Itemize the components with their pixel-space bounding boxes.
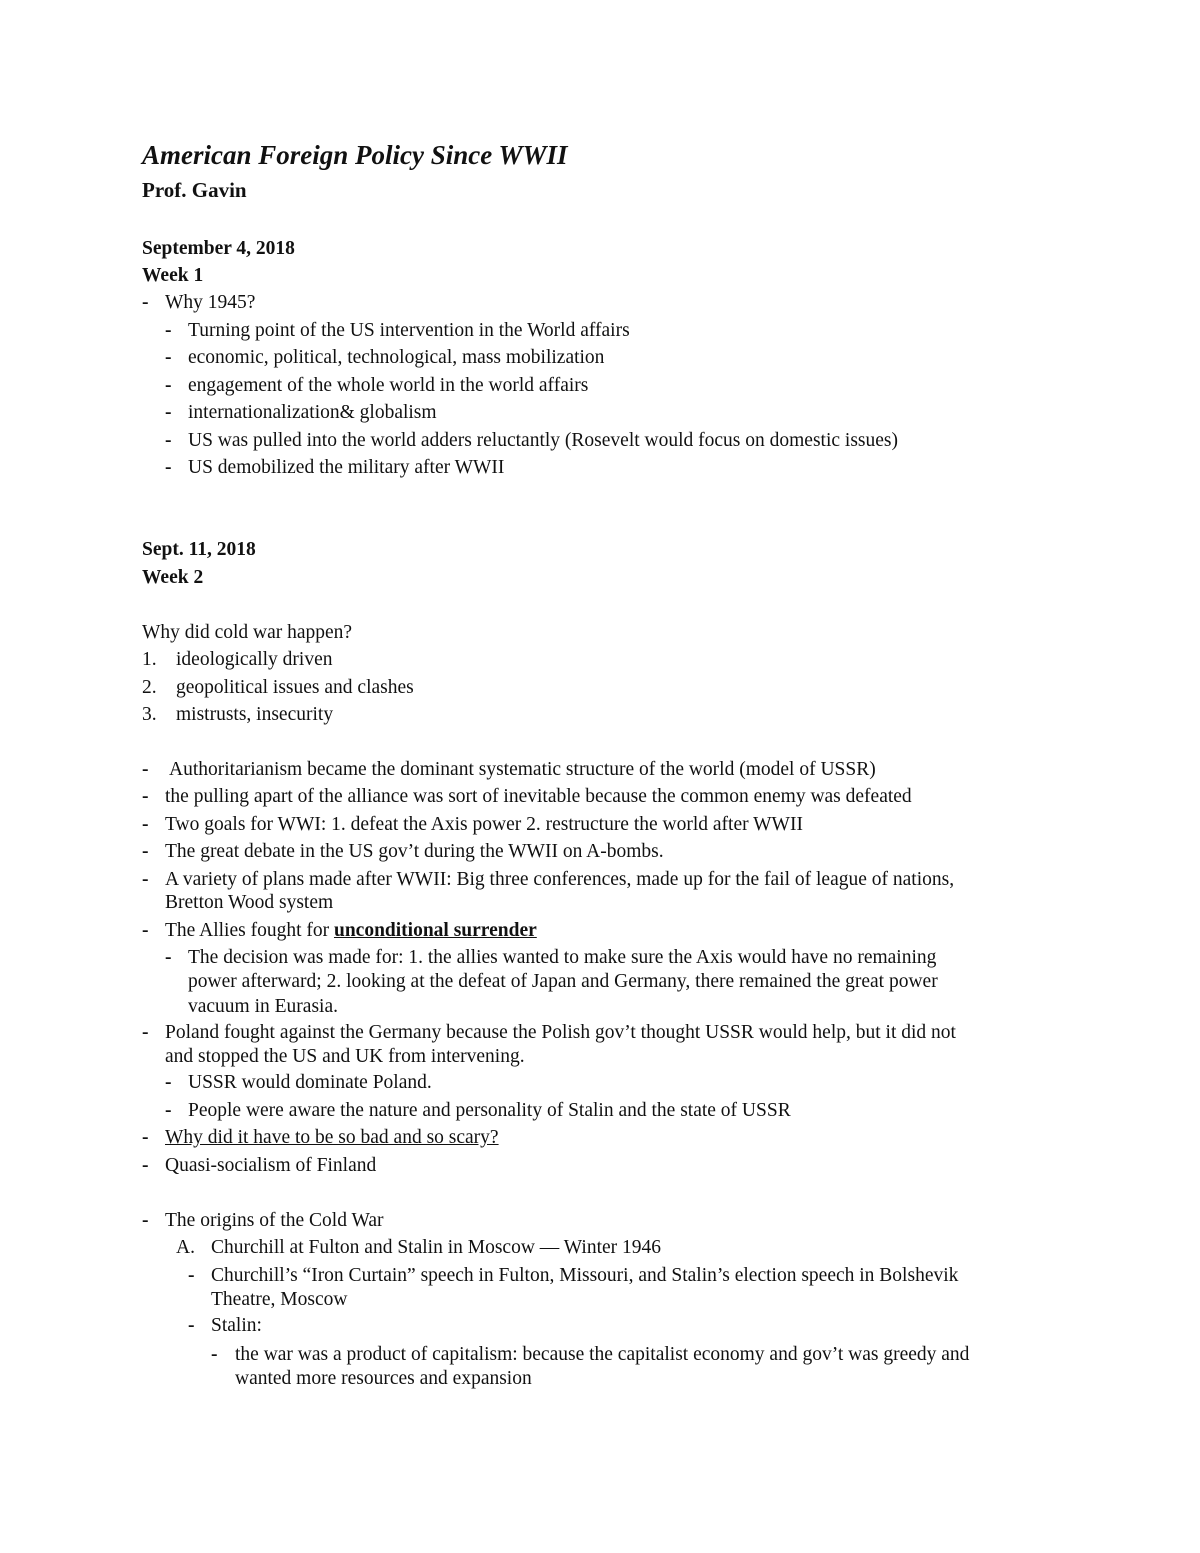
origins-subsubbullet-continued: wanted more resources and expansion bbox=[235, 1368, 532, 1389]
week1-question: Why 1945? bbox=[165, 292, 256, 313]
document-title: American Foreign Policy Since WWII bbox=[142, 140, 568, 170]
bullet-dash: - bbox=[211, 1344, 218, 1365]
bullet-dash: - bbox=[165, 457, 172, 478]
week2-bullet: Two goals for WWI: 1. defeat the Axis power 2. restructure the world after WWII bbox=[165, 814, 803, 835]
origins-subbullet: Stalin: bbox=[211, 1315, 262, 1336]
bullet-dash: - bbox=[188, 1315, 195, 1336]
bullet-dash: - bbox=[142, 1155, 149, 1176]
bullet-dash: - bbox=[165, 375, 172, 396]
reason-number: 2. bbox=[142, 677, 157, 698]
week1-point: US was pulled into the world adders reluctantly (Rosevelt would focus on domestic issues) bbox=[188, 430, 898, 451]
week2-bullet-underlined: Why did it have to be so bad and so scary? bbox=[165, 1127, 499, 1148]
week2-subbullet-continued: vacuum in Eurasia. bbox=[188, 996, 338, 1017]
origins-item-text: Churchill at Fulton and Stalin in Moscow — Winter 1946 bbox=[211, 1237, 662, 1258]
bullet-dash: - bbox=[142, 1022, 149, 1043]
professor-name: Prof. Gavin bbox=[142, 178, 247, 202]
bullet-dash: - bbox=[142, 869, 149, 890]
reason-number: 3. bbox=[142, 704, 157, 725]
week2-bullet: Quasi-socialism of Finland bbox=[165, 1155, 377, 1176]
bullet-dash: - bbox=[165, 320, 172, 341]
origins-item-label: A. bbox=[176, 1237, 195, 1258]
origins-subsubbullet: the war was a product of capitalism: because the capitalist economy and gov’t was greedy and bbox=[235, 1344, 970, 1365]
unconditional-surrender-emphasis: unconditional surrender bbox=[333, 920, 537, 941]
week2-label: Week 2 bbox=[142, 567, 204, 588]
bullet-dash: - bbox=[142, 759, 149, 780]
reason-text: geopolitical issues and clashes bbox=[176, 677, 414, 698]
week2-subbullet-continued: power afterward; 2. looking at the defeat of Japan and Germany, there remained the great power bbox=[188, 971, 938, 992]
allies-prefix: The Allies fought for bbox=[165, 920, 334, 941]
week1-label: Week 1 bbox=[142, 265, 204, 286]
week2-bullet: The great debate in the US gov’t during the WWII on A-bombs. bbox=[165, 841, 664, 862]
bullet-dash: - bbox=[142, 292, 149, 313]
week2-bullet-continued: and stopped the US and UK from intervening. bbox=[165, 1046, 525, 1067]
week1-point: US demobilized the military after WWII bbox=[188, 457, 505, 478]
week2-subbullet: USSR would dominate Poland. bbox=[188, 1072, 432, 1093]
week1-point: economic, political, technological, mass mobilization bbox=[188, 347, 605, 368]
bullet-dash: - bbox=[142, 841, 149, 862]
week1-point: internationalization& globalism bbox=[188, 402, 437, 423]
origins-subbullet-continued: Theatre, Moscow bbox=[211, 1289, 348, 1310]
origins-heading: The origins of the Cold War bbox=[165, 1210, 384, 1231]
bullet-dash: - bbox=[142, 920, 149, 941]
week2-bullet-continued: Bretton Wood system bbox=[165, 892, 334, 913]
bullet-dash: - bbox=[165, 947, 172, 968]
bullet-dash: - bbox=[188, 1265, 195, 1286]
week2-bullet: Authoritarianism became the dominant systematic structure of the world (model of USSR) bbox=[169, 759, 876, 780]
bullet-dash: - bbox=[165, 347, 172, 368]
week2-bullet: A variety of plans made after WWII: Big three conferences, made up for the fail of league of nations, bbox=[165, 869, 955, 890]
week1-point: Turning point of the US intervention in the World affairs bbox=[188, 320, 630, 341]
reason-number: 1. bbox=[142, 649, 157, 670]
bullet-dash: - bbox=[142, 1210, 149, 1231]
week2-subbullet: The decision was made for: 1. the allies wanted to make sure the Axis would have no remaining bbox=[188, 947, 937, 968]
origins-subbullet: Churchill’s “Iron Curtain” speech in Fulton, Missouri, and Stalin’s election speech in Bolshevik bbox=[211, 1265, 959, 1286]
week2-subbullet: People were aware the nature and personality of Stalin and the state of USSR bbox=[188, 1100, 791, 1121]
bullet-dash: - bbox=[165, 1100, 172, 1121]
bullet-dash: - bbox=[165, 430, 172, 451]
bullet-dash: - bbox=[165, 402, 172, 423]
reason-text: ideologically driven bbox=[176, 649, 333, 670]
bullet-dash: - bbox=[142, 786, 149, 807]
week1-date: September 4, 2018 bbox=[142, 238, 295, 259]
week1-point: engagement of the whole world in the world affairs bbox=[188, 375, 589, 396]
week2-bullet bbox=[165, 919, 537, 943]
week2-question: Why did cold war happen? bbox=[142, 622, 353, 643]
bullet-dash: - bbox=[142, 814, 149, 835]
reason-text: mistrusts, insecurity bbox=[176, 704, 334, 725]
week2-date: Sept. 11, 2018 bbox=[142, 539, 256, 560]
week2-bullet: Poland fought against the Germany because the Polish gov’t thought USSR would help, but it did not bbox=[165, 1022, 956, 1043]
bullet-dash: - bbox=[165, 1072, 172, 1093]
bullet-dash: - bbox=[142, 1127, 149, 1148]
week2-bullet: the pulling apart of the alliance was sort of inevitable because the common enemy was defeated bbox=[165, 786, 912, 807]
